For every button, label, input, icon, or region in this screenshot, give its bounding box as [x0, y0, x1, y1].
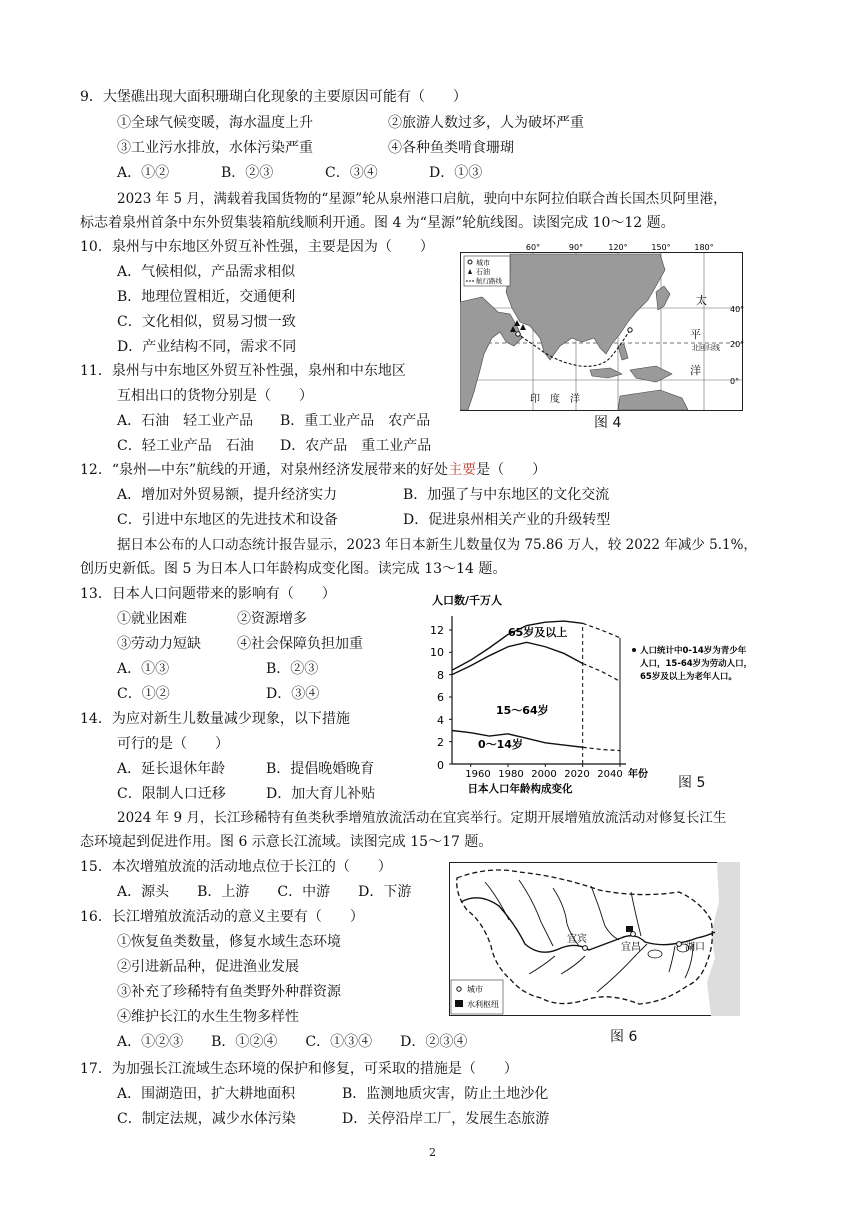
q13-choice-b: B．②③ — [266, 661, 319, 677]
fig5-ylabel: 人口数/千万人 — [432, 594, 503, 607]
q17-stem: 17．为加强长江流域生态环境的保护和修复，可采取的措施是（ ） — [80, 1061, 518, 1077]
fig4-tropic-label: 北回归线 — [692, 344, 720, 352]
figure-5-caption: 图 5 — [678, 775, 706, 791]
q13-choice-d: D．③④ — [266, 686, 320, 702]
q10-choice-c: C．文化相似，贸易习惯一致 — [117, 314, 296, 330]
q10-choice-b: B．地理位置相近，交通便利 — [117, 289, 296, 305]
q13-option-2: ②资源增多 — [237, 611, 307, 627]
q9-choice-a: A．①② — [117, 165, 170, 181]
q14-choice-d: D．加大育儿补贴 — [266, 786, 376, 802]
q12-stem-b: 是（ ） — [476, 462, 547, 478]
fig5-note-line3: 65岁及以上为老年人口。 — [640, 672, 737, 682]
fig5-note-line2: 人口，15-64岁为劳动人口， — [640, 659, 753, 669]
fig5-ytick-6: 6 — [437, 691, 444, 704]
fig4-lat-20: 20° — [730, 340, 745, 349]
fig4-indian-ocean: 印 度 洋 — [530, 394, 580, 405]
q9-choice-d: D．①③ — [429, 165, 483, 181]
fig5-ytick-2: 2 — [437, 736, 444, 749]
q12-choice-a: A．增加对外贸易额，提升经济实力 — [117, 487, 338, 503]
page-number: 2 — [429, 1146, 436, 1159]
fig5-line-young-projected — [583, 747, 620, 750]
fig4-legend-oil: 石油 — [476, 268, 490, 276]
fig4-lon-90: 90° — [568, 243, 584, 252]
q11-choice-d: D．农产品 重工业产品 — [280, 438, 432, 454]
q9-option-1: ①全球气候变暖，海水温度上升 — [117, 115, 313, 131]
q11-choice-c: C．轻工业产品 石油 — [117, 438, 254, 454]
fig5-line-working-projected — [583, 664, 620, 682]
fig5-xtick-1980: 1980 — [498, 769, 524, 780]
q14-choice-c: C．限制人口迁移 — [117, 786, 226, 802]
fig6-city-yibin: 宜宾 — [567, 934, 587, 945]
q13-choice-c: C．①② — [117, 686, 170, 702]
fig5-xtick-1960: 1960 — [465, 769, 491, 780]
fig5-line-working-observed — [452, 642, 583, 674]
q14-stem-line1: 14．为应对新生儿数量减少现象，以下措施 — [80, 711, 350, 727]
q12-stem — [80, 460, 546, 480]
q11-stem-line2: 互相出口的货物分别是（ ） — [117, 388, 313, 404]
fig4-legend-route: 航行路线 — [476, 277, 502, 285]
figure-4-route-map — [460, 242, 748, 412]
q9-option-2: ②旅游人数过多，人为破坏严重 — [388, 115, 584, 131]
q15-stem: 15．本次增殖放流的活动地点位于长江的（ ） — [80, 859, 392, 875]
intro-15-line1: 2024 年 9 月，长江珍稀特有鱼类秋季增殖放流活动在宜宾举行。定期开展增殖放流活动对修复长江生 — [117, 810, 727, 826]
q16-option-3: ③补充了珍稀特有鱼类野外种群资源 — [117, 984, 341, 1000]
q11-choice-b: B．重工业产品 农产品 — [280, 413, 431, 429]
fig4-lat-0: 0° — [730, 377, 740, 386]
fig5-note-line1: 人口统计中0-14岁为青少年 — [640, 646, 747, 656]
intro-13-line2: 创历史新低。图 5 为日本人口年龄构成变化图。读完成 13～14 题。 — [80, 561, 507, 577]
fig5-label-young: 0～14岁 — [478, 738, 523, 751]
fig5-xtick-2000: 2000 — [531, 769, 557, 780]
fig4-lon-180: 180° — [694, 243, 714, 252]
figure-6-yangtze-map — [449, 862, 741, 1017]
q13-option-1: ①就业困难 — [117, 611, 187, 627]
fig6-city-hukou: 湖口 — [685, 942, 705, 953]
fig4-lat-40: 40° — [730, 305, 745, 314]
intro-10-line2: 标志着泉州首条中东外贸集装箱航线顺利开通。图 4 为“星源”轮航线图。读图完成 10～12 题。 — [80, 215, 675, 231]
q12-choice-c: C．引进中东地区的先进技术和设备 — [117, 512, 338, 528]
fig4-lon-60: 60° — [525, 243, 541, 252]
q14-choice-a: A．延长退休年龄 — [117, 761, 226, 777]
fig4-legend-city: 城市 — [476, 259, 490, 267]
q13-stem: 13．日本人口问题带来的影响有（ ） — [80, 586, 336, 602]
fig4-ocean-yang: 洋 — [690, 364, 701, 377]
q12-choice-b: B．加强了与中东地区的文化交流 — [403, 487, 610, 503]
q14-choice-b: B．提倡晚婚晚育 — [266, 761, 375, 777]
fig5-ytick-12: 12 — [430, 624, 444, 637]
fig4-lon-120: 120° — [608, 243, 628, 252]
q17-choice-d: D．关停沿岸工厂，发展生态旅游 — [342, 1111, 550, 1127]
fig5-xlabel: 年份 — [628, 769, 648, 780]
q15-choices: A．源头 B．上游 C．中游 D．下游 — [117, 884, 412, 900]
fig5-label-mid: 15～64岁 — [496, 704, 549, 717]
q9-option-4: ④各种鱼类啃食珊瑚 — [388, 140, 514, 156]
q13-option-4: ④社会保障负担加重 — [237, 636, 363, 652]
q13-option-3: ③劳动力短缺 — [117, 636, 201, 652]
fig5-ytick-0: 0 — [437, 759, 444, 772]
fig5-ytick-4: 4 — [437, 714, 444, 727]
q11-choice-a: A．石油 轻工业产品 — [117, 413, 254, 429]
fig5-subtitle: 日本人口年龄构成变化 — [467, 783, 573, 795]
q16-option-2: ②引进新品种，促进渔业发展 — [117, 959, 299, 975]
q17-choice-a: A．围湖造田，扩大耕地面积 — [117, 1086, 296, 1102]
q17-choice-c: C．制定法规，减少水体污染 — [117, 1111, 296, 1127]
fig5-line-total-projected — [583, 623, 620, 638]
q14-stem-line2: 可行的是（ ） — [117, 736, 229, 752]
fig5-ytick-10: 10 — [430, 646, 444, 659]
fig5-ytick-8: 8 — [437, 669, 444, 682]
q16-stem: 16．长江增殖放流活动的意义主要有（ ） — [80, 909, 364, 925]
fig5-xtick-2040: 2040 — [597, 769, 623, 780]
intro-13-line1: 据日本公布的人口动态统计报告显示，2023 年日本新生儿数量仅为 75.86 万人，较 2022 年减少 5.1%， — [117, 537, 757, 553]
fig4-ocean-ping: 平 — [690, 328, 701, 341]
q9-option-3: ③工业污水排放，水体污染严重 — [117, 140, 313, 156]
q12-stem-emphasis: 主要 — [448, 462, 477, 478]
q16-option-1: ①恢复鱼类数量，修复水域生态环境 — [117, 934, 341, 950]
q9-stem: 9．大堡礁出现大面积珊瑚白化现象的主要原因可能有（ ） — [80, 89, 467, 105]
q12-stem-a: 12．“泉州—中东”航线的开通，对泉州经济发展带来的好处 — [80, 462, 449, 478]
intro-10-line1: 2023 年 5 月，满载着我国货物的“星源”轮从泉州港口启航，驶向中东阿拉伯联合酋长国杰贝阿里港， — [117, 191, 727, 207]
q9-choice-b: B．②③ — [221, 165, 274, 181]
fig5-label-old: 65岁及以上 — [508, 626, 568, 639]
q10-stem: 10．泉州与中东地区外贸互补性强，主要是因为（ ） — [80, 239, 434, 255]
fig4-lon-150: 150° — [651, 243, 671, 252]
fig6-city-yichang: 宜昌 — [621, 942, 641, 953]
intro-15-line2: 态环境起到促进作用。图 6 示意长江流域。读图完成 15～17 题。 — [80, 834, 493, 850]
q17-choice-b: B．监测地质灾害，防止土地沙化 — [342, 1086, 549, 1102]
fig5-xtick-2020: 2020 — [564, 769, 590, 780]
figure-5-population-chart — [420, 590, 780, 796]
q16-option-4: ④维护长江的水生生物多样性 — [117, 1009, 299, 1025]
q10-choice-a: A．气候相似，产品需求相似 — [117, 264, 296, 280]
fig6-legend-dam: 水利枢纽 — [467, 1000, 499, 1009]
q13-choice-a: A．①③ — [117, 661, 170, 677]
q12-choice-d: D．促进泉州相关产业的升级转型 — [403, 512, 611, 528]
q11-stem-line1: 11．泉州与中东地区外贸互补性强，泉州和中东地区 — [80, 363, 406, 379]
figure-6-caption: 图 6 — [610, 1029, 638, 1045]
fig4-ocean-tai: 太 — [696, 294, 707, 307]
fig6-legend-city: 城市 — [467, 985, 483, 994]
q10-choice-d: D．产业结构不同，需求不同 — [117, 339, 297, 355]
q16-choices: A．①②③ B．①②④ C．①③④ D．②③④ — [117, 1034, 468, 1050]
q9-choice-c: C．③④ — [325, 165, 378, 181]
figure-4-caption: 图 4 — [594, 415, 622, 431]
